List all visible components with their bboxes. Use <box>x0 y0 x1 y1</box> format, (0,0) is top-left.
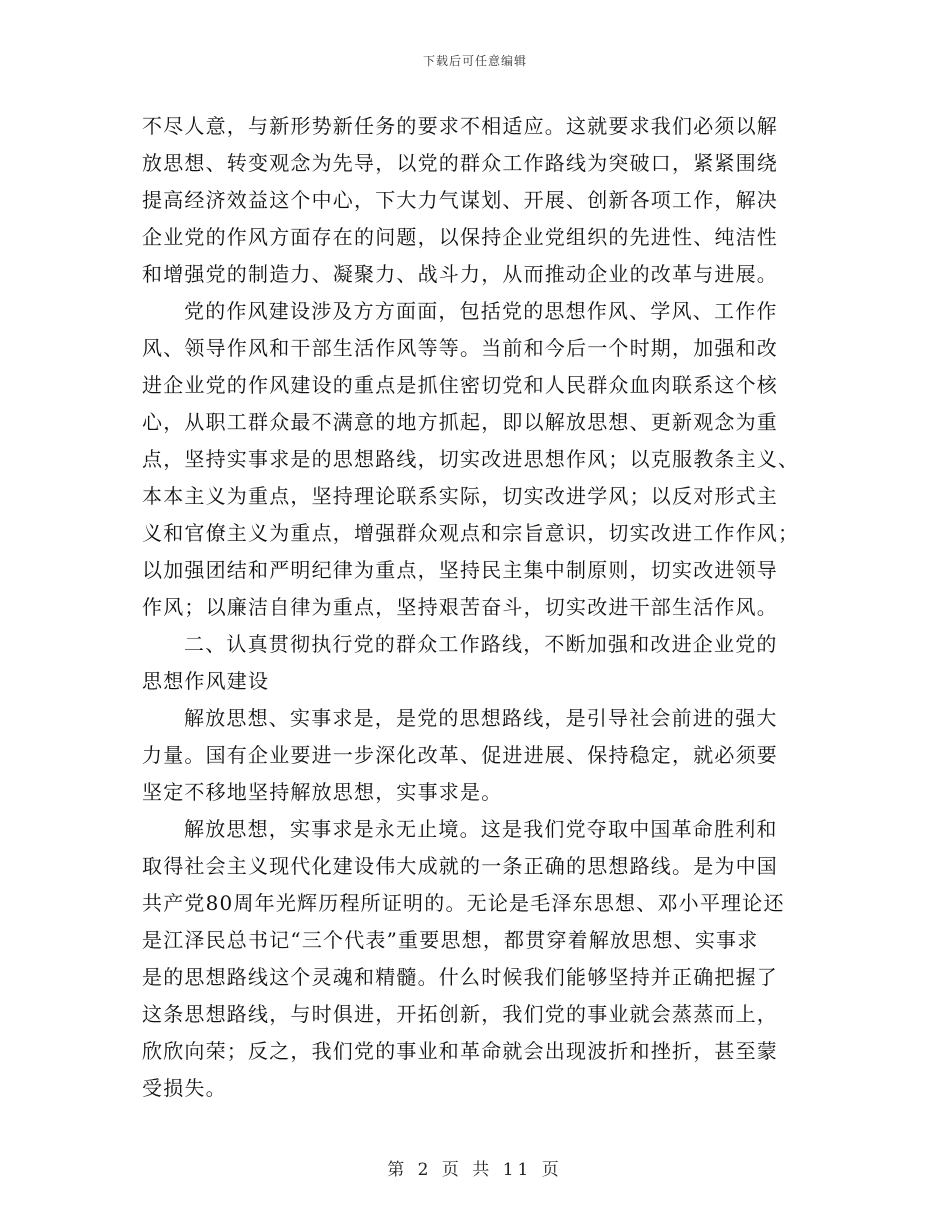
text-line: 解放思想，实事求是永无止境。这是我们党夺取中国革命胜利和 <box>184 817 778 841</box>
text-line: 欣欣向荣；反之，我们党的事业和革命就会出现波折和挫折，甚至蒙 <box>142 1039 778 1063</box>
text-line: 这条思想路线，与时俱进，开拓创新，我们党的事业就会蒸蒸而上， <box>142 1002 778 1026</box>
text-line: 本本主义为重点，坚持理论联系实际，切实改进学风；以反对形式主 <box>142 484 778 508</box>
text-line: 风、领导作风和干部生活作风等等。当前和今后一个时期，加强和改 <box>142 336 778 360</box>
document-body <box>142 108 808 1107</box>
text-line: 是的思想路线这个灵魂和精髓。什么时候我们能够坚持并正确把握了 <box>142 965 778 989</box>
text-line: 进企业党的作风建设的重点是抓住密切党和人民群众血肉联系这个核 <box>142 373 778 397</box>
text-line: 受损失。 <box>142 1076 227 1100</box>
text-line: 取得社会主义现代化建设伟大成就的一条正确的思想路线。是为中国 <box>142 854 778 878</box>
text-line: 解放思想、实事求是，是党的思想路线，是引导社会前进的强大 <box>184 706 778 730</box>
text-line: 心，从职工群众最不满意的地方抓起，即以解放思想、更新观念为重 <box>142 410 778 434</box>
text-line: 义和官僚主义为重点，增强群众观点和宗旨意识，切实改进工作作风； <box>142 521 800 545</box>
section-heading <box>142 626 808 700</box>
page-header: 下载后可任意编辑 <box>422 54 527 68</box>
text-line: 坚定不移地坚持解放思想，实事求是。 <box>142 780 503 804</box>
text-line: 力量。国有企业要进一步深化改革、促进进展、保持稳定，就必须要 <box>142 743 778 767</box>
text-line: 作风；以廉洁自律为重点，坚持艰苦奋斗，切实改进干部生活作风。 <box>142 595 778 619</box>
text-line: 点，坚持实事求是的思想路线，切实改进思想作风；以克服教条主义、 <box>142 447 800 471</box>
paragraph-emancipation <box>142 811 808 1107</box>
paragraph-style-building <box>142 293 808 626</box>
text-line: 和增强党的制造力、凝聚力、战斗力，从而推动企业的改革与进展。 <box>142 262 778 286</box>
text-line: 提高经济效益这个中心，下大力气谋划、开展、创新各项工作，解决 <box>142 188 778 212</box>
text-line: 放思想、转变观念为先导，以党的群众工作路线为突破口，紧紧围绕 <box>142 151 778 175</box>
heading-line: 二、认真贯彻执行党的群众工作路线，不断加强和改进企业党的 <box>184 632 778 656</box>
paragraph-ideological-line <box>142 700 808 811</box>
text-line: 是江泽民总书记“三个代表”重要思想，都贯穿着解放思想、实事求 <box>142 928 759 952</box>
text-line: 以加强团结和严明纪律为重点，坚持民主集中制原则，切实改进领导 <box>142 558 778 582</box>
text-line: 党的作风建设涉及方方面面，包括党的思想作风、学风、工作作 <box>184 299 778 323</box>
text-line: 企业党的作风方面存在的问题，以保持企业党组织的先进性、纯洁性 <box>142 225 778 249</box>
text-line: 共产党80周年光辉历程所证明的。无论是毛泽东思想、邓小平理论还 <box>142 891 785 915</box>
text-line: 不尽人意，与新形势新任务的要求不相适应。这就要求我们必须以解 <box>142 114 778 138</box>
paragraph-continuation <box>142 108 808 293</box>
heading-line: 思想作风建设 <box>142 669 270 693</box>
page-number-footer: 第 2 页 共 11 页 <box>387 1160 563 1180</box>
